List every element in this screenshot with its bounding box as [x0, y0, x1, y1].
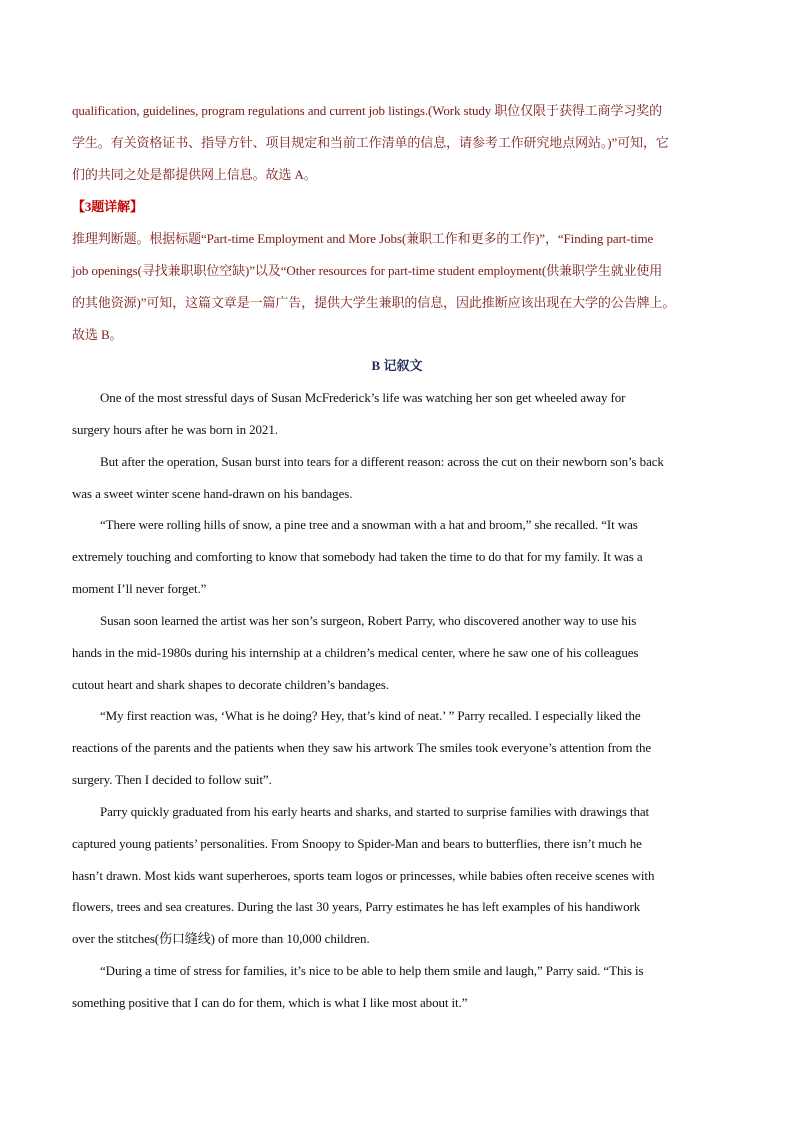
answer-line: 学生。有关资格证书、指导方针、项目规定和当前工作清单的信息，请参考工作研究地点网站。)”可知，它 — [72, 135, 669, 150]
explanation-line: 故选 B。 — [72, 327, 123, 342]
passage-line: Susan soon learned the artist was her son’s surgeon, Robert Parry, who discovered another way to use his — [100, 613, 637, 628]
passage-line: But after the operation, Susan burst into tears for a different reason: across the cut on their newborn son’s back — [100, 454, 664, 469]
passage-line: hasn’t drawn. Most kids want superheroes, sports team logos or princesses, while babies often receive scenes with — [72, 868, 655, 883]
section-title: B 记叙文 — [371, 358, 423, 373]
explanation-line: job openings(寻找兼职职位空缺)”以及“Other resources for part-time student employment(供兼职学生就业使用 — [72, 263, 663, 278]
passage-line: something positive that I can do for them, which is what I like most about it.” — [72, 995, 468, 1010]
explanation-line: 推理判断题。根据标题“Part-time Employment and More Jobs(兼职工作和更多的工作)”，“Finding part-time — [72, 231, 654, 246]
passage-line: moment I’ll never forget.” — [72, 581, 207, 596]
passage-line: Parry quickly graduated from his early hearts and sharks, and started to surprise families with drawings that — [100, 804, 650, 819]
passage-line: cutout heart and shark shapes to decorate children’s bandages. — [72, 677, 389, 692]
passage-line: flowers, trees and sea creatures. During the last 30 years, Parry estimates he has left examples of his handiwork — [72, 899, 641, 914]
passage-line: “There were rolling hills of snow, a pine tree and a snowman with a hat and broom,” she recalled. “It was — [100, 517, 638, 532]
answer-line: 们的共同之处是都提供网上信息。故选 A。 — [72, 167, 317, 182]
passage-line: hands in the mid-1980s during his internship at a children’s medical center, where he saw one of his colleagues — [72, 645, 639, 660]
passage-line: surgery hours after he was born in 2021. — [72, 422, 278, 437]
answer-line: qualification, guidelines, program regulations and current job listings.(Work study 职位仅限于获得工商学习奖的 — [72, 103, 663, 118]
passage-line: One of the most stressful days of Susan McFrederick’s life was watching her son get wheeled away for — [100, 390, 626, 405]
passage-line: was a sweet winter scene hand-drawn on his bandages. — [72, 486, 353, 501]
passage-line: extremely touching and comforting to know that somebody had taken the time to do that for my family. It was a — [72, 549, 643, 564]
passage-line: captured young patients’ personalities. From Snoopy to Spider-Man and bears to butterflies, there isn’t much he — [72, 836, 642, 851]
passage-line: surgery. Then I decided to follow suit”. — [72, 772, 272, 787]
passage-line: “My first reaction was, ‘What is he doing? Hey, that’s kind of neat.’ ” Parry recalled. I especially liked the — [100, 708, 641, 723]
question-3-heading: 【3题详解】 — [72, 199, 143, 214]
passage-line: reactions of the parents and the patients when they saw his artwork The smiles took everyone’s attention from the — [72, 740, 652, 755]
passage-line: over the stitches(伤口缝线) of more than 10,000 children. — [72, 931, 370, 946]
explanation-line: 的其他资源)”可知，这篇文章是一篇广告，提供大学生兼职的信息，因此推断应该出现在大学的公告牌上。 — [72, 295, 676, 310]
passage-line: “During a time of stress for families, it’s nice to be able to help them smile and laugh,” Parry said. “This is — [100, 963, 644, 978]
